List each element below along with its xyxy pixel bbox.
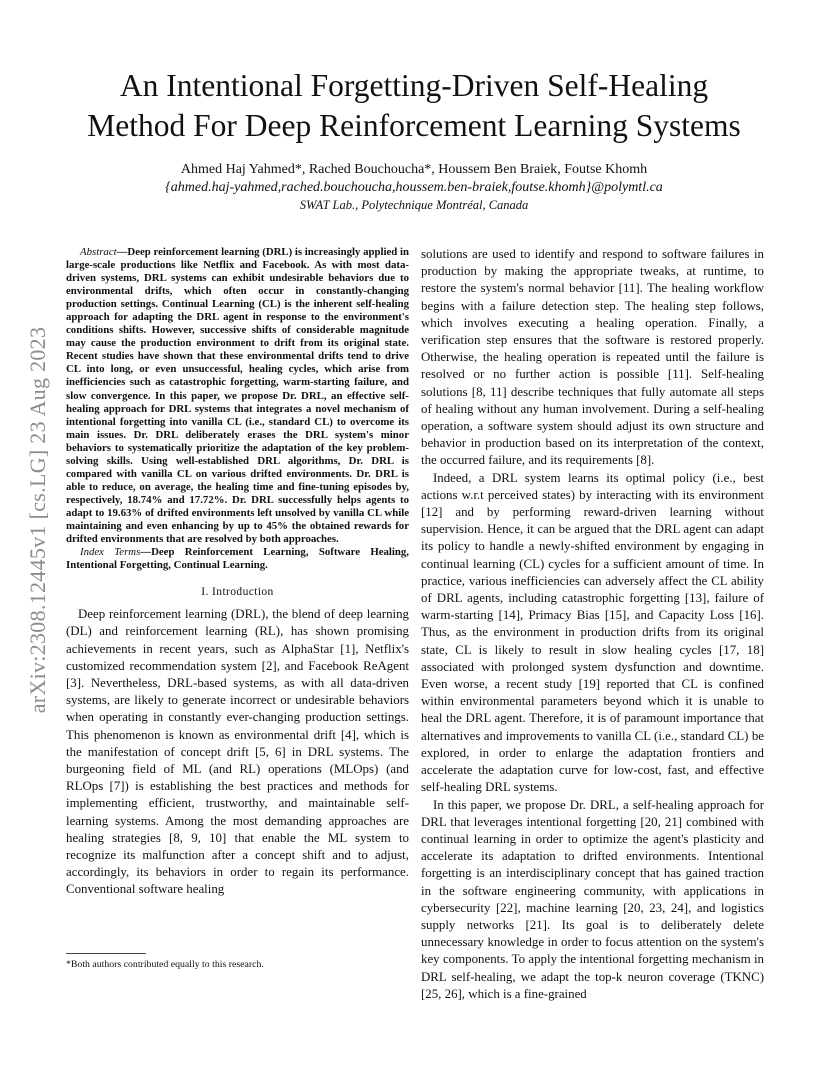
left-column xyxy=(66,246,409,899)
right-column xyxy=(421,246,764,1003)
index-terms-text: Deep Reinforcement Learning, Software Healing, Intentional Forgetting, Continual Learning. xyxy=(66,546,410,572)
intro-paragraph-1: Deep reinforcement learning (DRL), the blend of deep learning (DL) and reinforcement learning (RL), has shown promising achievements in recent years, such as AlphaStar [1], Netflix's customized recommendation system [2], and Facebook ReAgent [3]. Nevertheless, DRL-based systems, as with all data-driven systems, are likely to generate incorrect or undesirable behaviors when operating in constantly ever-changing production settings. This phenomenon is known as environmental drift [4], which is the manifestation of concept drift [5, 6] in DRL systems. The burgeoning field of ML (and RL) operations (MLOps) (and RLOps [7]) is establishing the best practices and methods for implementing efficient, trustworthy, and maintainable self-learning systems. Among the most demanding approaches are healing strategies [8, 9, 10] that enable the ML system to recognize its malfunction after a concept shift and to adjust, accordingly, its behaviors in order to regain its performance. Conventional software healing xyxy=(66,607,409,897)
intro-paragraph-4: In this paper, we propose Dr. DRL, a self-healing approach for DRL that leverages intentional forgetting [20, 21] combined with continual learning in order to optimize the agent's plasticity and accelerate its adaptation to drifted environments. Intentional forgetting is an interdisciplinary concept that has gained traction in the software engineering community, with applications in cybersecurity [22], machine learning [20, 23, 24], and logistics supply networks [21]. Its goal is to deliberately delete unnecessary knowledge in order to focus attention on the system's key components. To apply the intentional forgetting mechanism in DRL self-healing, we adapt the top-k neuron coverage (TKNC) [25, 26], which is a fine-grained xyxy=(421,797,764,1001)
affiliation: SWAT Lab., Polytechnique Montréal, Canada xyxy=(299,198,529,212)
footnote: *Both authors contributed equally to this research. xyxy=(66,959,264,970)
author-emails: {ahmed.haj-yahmed,rached.bouchoucha,houssem.ben-braiek,foutse.khomh}@polymtl.ca xyxy=(165,180,663,195)
author-list: Ahmed Haj Yahmed*, Rached Bouchoucha*, Houssem Ben Braiek, Foutse Khomh xyxy=(180,162,648,177)
title-line-1: An Intentional Forgetting-Driven Self-Healing xyxy=(119,68,709,103)
arxiv-stamp-text: arXiv:2308.12445v1 [cs.LG] 23 Aug 2023 xyxy=(25,326,50,714)
abstract-text: Deep reinforcement learning (DRL) is increasingly applied in large-scale productions like Netflix and Facebook. As with most data-driven systems, DRL systems can exhibit undesirable behaviors due to environmental drifts, which often occur in constantly-changing production settings. Continual Learning (CL) is the inherent self-healing approach for adapting the DRL agent in response to the environment's conditions shifts. However, successive shifts of considerable magnitude may cause the production environment to drift from its original state. Recent studies have shown that these environmental drifts tend to drive CL into long, or even unsuccessful, healing cycles, which arise from inefficiencies such as catastrophic forgetting, warm-starting failure, and slow convergence. In this paper, we propose Dr. DRL, an effective self-healing approach for DRL systems that integrates a novel mechanism of intentional forgetting into vanilla CL (i.e., standard CL) to overcome its main issues. Dr. DRL deliberately erases the DRL system's minor behaviors to systematically prioritize the adaptation of the key problem-solving skills. Using well-established DRL algorithms, Dr. DRL is compared with vanilla CL on various drifted environments. Dr. DRL is able to reduce, on average, the healing time and fine-tuning episodes by, respectively, 18.74% and 17.72%. Dr. DRL successfully helps agents to adapt to 19.63% of drifted environments left unsolved by vanilla CL while maintaining and even enhancing by up to 45% the obtained rewards for drifted environments that are resolved by both approaches. xyxy=(66,246,410,546)
title-line-2: Method For Deep Reinforcement Learning Systems xyxy=(87,108,741,143)
index-terms-label: Index Terms xyxy=(80,546,141,559)
index-terms: Index Terms—Deep Reinforcement Learning, Software Healing, Intentional Forgetting, Continual Learning. xyxy=(66,546,410,572)
section-heading-introduction: I. Introduction xyxy=(201,586,274,599)
paper-title xyxy=(40,66,788,146)
arxiv-stamp xyxy=(20,280,56,760)
intro-paragraph-2: solutions are used to identify and respond to software failures in production by making the appropriate tweaks, at runtime, to restore the system's normal behavior [11]. The healing workflow begins with a failure detection step. The healing step follows, which involves executing a healing operation. Finally, a verification step ensures that the software is restored properly. Otherwise, the healing operation is repeated until the failure is resolved or no further action is possible [11]. Self-healing solutions [8, 11] describe techniques that fully automate all steps of healing without any human involvement. During a self-healing operation, a software system should adjust its own structure and behavior in production based on its interpretation of the context, the occurred failure, and its requirements [8]. xyxy=(421,247,764,468)
abstract: Abstract—Deep reinforcement learning (DRL) is increasingly applied in large-scale productions like Netflix and Facebook. As with most data-driven systems, DRL systems can exhibit undesirable behaviors due to environmental drifts, which often occur in constantly-changing production settings. Continual Learning (CL) is the inherent self-healing approach for adapting the DRL agent in response to the environment's conditions shifts. However, successive shifts of considerable magnitude may cause the production environment to drift from its original state. Recent studies have shown that these environmental drifts tend to drive CL into long, or even unsuccessful, healing cycles, which arise from inefficiencies such as catastrophic forgetting, warm-starting failure, and slow convergence. In this paper, we propose Dr. DRL, an effective self-healing approach for DRL systems that integrates a novel mechanism of intentional forgetting into vanilla CL (i.e., standard CL) to overcome its main issues. Dr. DRL deliberately erases the DRL system's minor behaviors to systematically prioritize the adaptation of the key problem-solving skills. Using well-established DRL algorithms, Dr. DRL is compared with vanilla CL on various drifted environments. Dr. DRL is able to reduce, on average, the healing time and fine-tuning episodes by, respectively, 18.74% and 17.72%. Dr. DRL successfully helps agents to adapt to 19.63% of drifted environments left unsolved by vanilla CL while maintaining and even enhancing by up to 45% the obtained rewards for drifted environments that are resolved by both approaches. xyxy=(66,246,410,546)
intro-paragraph-3: Indeed, a DRL system learns its optimal policy (i.e., best actions w.r.t perceived states) by interacting with its environment [12] and by performing reward-driven learning without supervision. Hence, it can be argued that the DRL agent can adapt its policy to handle a newly-shifted environment by engaging in continual learning (CL) cycles for a sufficient amount of time. In practice, various inefficiencies can adversely affect the CL ability of DRL agents, including catastrophic forgetting [13], failure of warm-starting [14], Primacy Bias [15], and Capacity Loss [16]. Thus, as the environment in production drifts from its original state, CL is likely to result in slow healing cycles [17, 18] associated with prolonged system dysfunction and downtime. Even worse, a recent study [19] reported that CL is confined within environmental parameters beyond which it is unable to heal the DRL agent. Therefore, it is of paramount importance that alternatives and improvements to vanilla CL (i.e., standard CL) be explored, in order to enlarge the adaptation frontiers and accelerate the adaptation curve for low-cost, fast, and effective self-healing DRL systems. xyxy=(421,470,764,795)
abstract-label: Abstract xyxy=(80,246,117,258)
footnote-rule xyxy=(66,953,146,954)
